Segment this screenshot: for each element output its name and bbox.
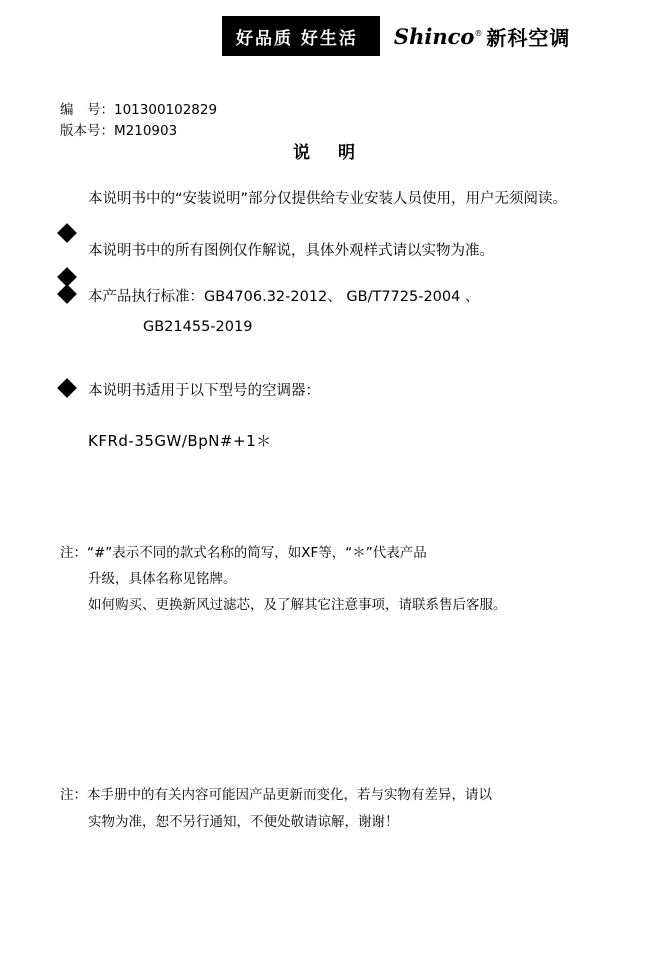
document-version: 版本号：M210903: [60, 123, 178, 139]
note-block-models: [60, 540, 600, 618]
standards-line-2: GB21455-2019: [143, 319, 253, 335]
diamond-bullet-icon: [57, 284, 77, 304]
note-line: 注：本手册中的有关内容可能因产品更新而变化，若与实物有差异，请以: [60, 787, 492, 803]
note-block-disclaimer: [60, 782, 600, 836]
paragraph-text: 本说明书中的所有图例仅作解说，具体外观样式请以实物为准。: [88, 243, 494, 259]
body-content: [0, 178, 650, 451]
document-codes: [60, 100, 217, 142]
paragraph-text: 本说明书适用于以下型号的空调器：: [88, 383, 320, 399]
paragraph-text: 本说明书中的“安装说明”部分仅提供给专业安装人员使用，用户无须阅读。: [88, 191, 568, 207]
note-line: 升级，具体名称见铭牌。: [88, 571, 237, 587]
paragraph-text: [88, 282, 596, 342]
paragraph-item: [0, 184, 650, 214]
note-line: 注：“#”表示不同的款式名称的简写，如XF等，“＊”代表产品: [60, 545, 427, 561]
page-title: [0, 138, 650, 163]
document-number: 编 号：101300102829: [60, 102, 218, 118]
paragraph-item: [0, 282, 650, 342]
paragraph-item: [0, 236, 650, 266]
paragraph-item: [0, 376, 650, 406]
slogan-text: 好品质 好生活: [236, 28, 358, 49]
page-title-left: 说: [293, 143, 312, 163]
note-line: 实物为准，恕不另行通知，不便处敬请谅解，谢谢！: [88, 814, 399, 830]
registered-mark-icon: ®: [474, 28, 483, 38]
page-title-right: 明: [338, 143, 357, 163]
note-line: 如何购买、更换新风过滤芯，及了解其它注意事项，请联系售后客服。: [88, 597, 507, 613]
brand-name-cn: 新科空调: [486, 25, 571, 50]
brand-logo: [380, 16, 634, 56]
header-banner: [222, 16, 634, 56]
standards-line-1: 本产品执行标准：GB4706.32-2012、 GB/T7725-2004 、: [88, 289, 480, 305]
diamond-bullet-icon: [57, 378, 77, 398]
model-number: KFRd-35GW/BpN#+1＊: [88, 432, 272, 450]
brand-name-en: Shinco®: [393, 23, 483, 49]
